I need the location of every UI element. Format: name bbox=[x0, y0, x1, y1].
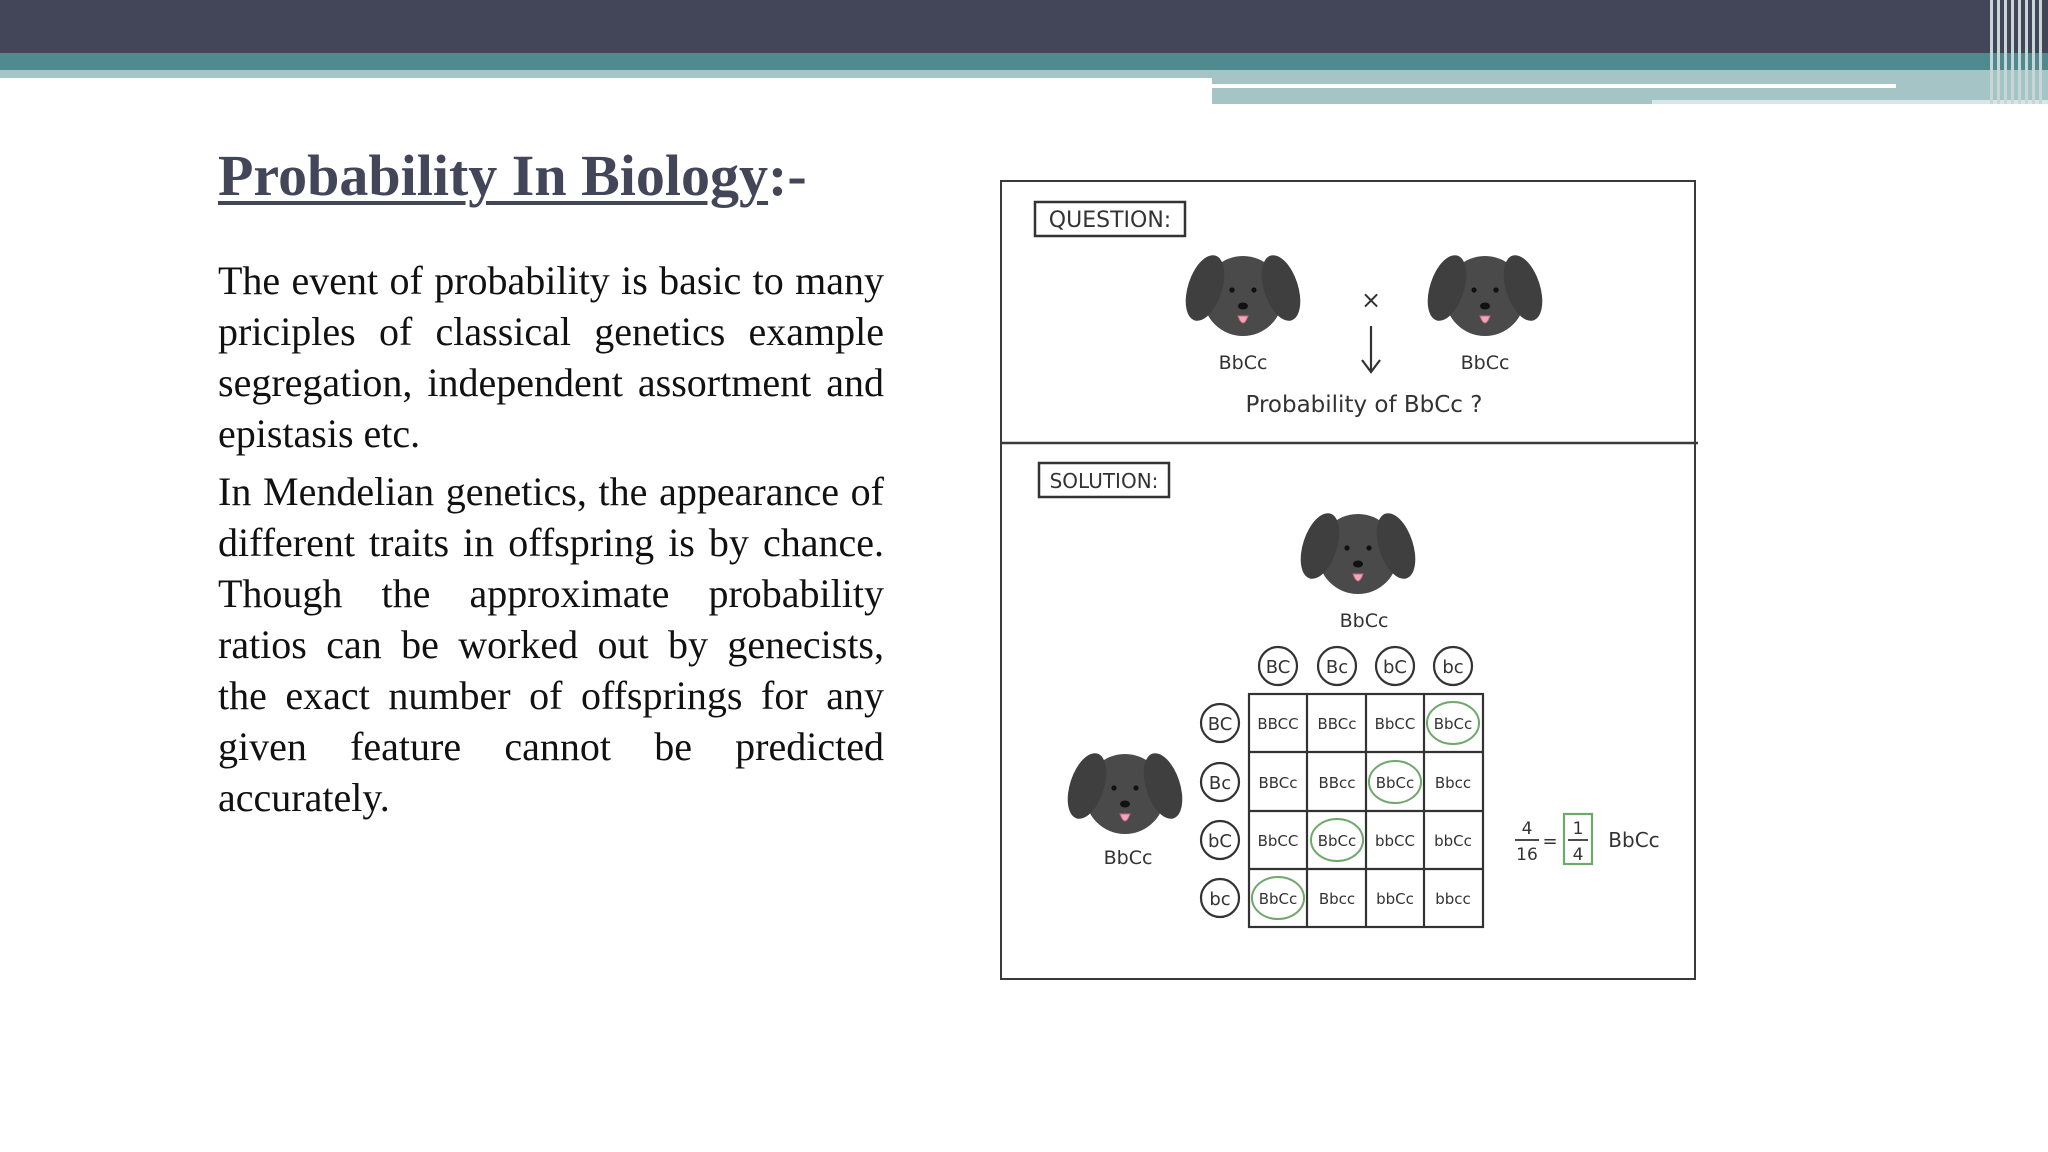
slide-title-main: Probability In Biology bbox=[218, 143, 769, 208]
result-genotype: BbCc bbox=[1608, 828, 1660, 852]
grid-cell: BbCC bbox=[1374, 715, 1416, 733]
slide-title-suffix: :- bbox=[768, 143, 807, 208]
side-gamete: Bc bbox=[1208, 773, 1232, 794]
grid-cell: bbCc bbox=[1376, 890, 1414, 908]
side-gamete: bc bbox=[1209, 889, 1231, 910]
grid-cell: BbCc bbox=[1258, 890, 1298, 908]
fraction-right-numerator: 1 bbox=[1572, 819, 1584, 839]
grid-cell: bbCc bbox=[1434, 832, 1472, 850]
parent-2-genotype: BbCc bbox=[1460, 352, 1510, 374]
side-gamete: BC bbox=[1207, 714, 1233, 735]
grid-cell: BbCc bbox=[1433, 715, 1473, 733]
solution-label: SOLUTION: bbox=[1049, 469, 1159, 493]
top-gamete: BC bbox=[1265, 657, 1291, 678]
slide-title bbox=[218, 142, 807, 209]
grid-cell: BBCc bbox=[1317, 715, 1357, 733]
grid-cell: BBCc bbox=[1258, 774, 1298, 792]
grid-cell: BbCc bbox=[1317, 832, 1357, 850]
top-parent-genotype: BbCc bbox=[1339, 610, 1389, 632]
grid-cell: Bbcc bbox=[1434, 774, 1472, 792]
equals-sign: = bbox=[1542, 831, 1558, 852]
header-band-light bbox=[0, 70, 1212, 78]
slide-body bbox=[218, 255, 884, 830]
side-gametes bbox=[1201, 704, 1239, 917]
header-ribbon-line bbox=[1212, 84, 1896, 88]
fraction-left-numerator: 4 bbox=[1521, 819, 1533, 839]
grid-cell: Bbcc bbox=[1318, 890, 1356, 908]
grid-cell: bbCC bbox=[1375, 832, 1415, 850]
probability-figure bbox=[1000, 180, 1696, 980]
grid-cell: BBcc bbox=[1318, 774, 1356, 792]
dog-side-parent-icon bbox=[1060, 748, 1189, 834]
top-gamete: bC bbox=[1383, 657, 1407, 678]
paragraph-2: In Mendelian genetics, the appearance of different traits in offspring is by chance. Though the approximate probability ratios can be worked out by genecists, the exact number of offsprings for any given feature cannot be predicted accurately. bbox=[218, 469, 884, 820]
question-label: QUESTION: bbox=[1048, 208, 1172, 233]
header-band-teal bbox=[0, 53, 2048, 70]
dog-parent-2-icon bbox=[1420, 250, 1549, 336]
cross-symbol: × bbox=[1360, 286, 1382, 314]
dog-top-parent-icon bbox=[1293, 508, 1422, 594]
paragraph-1: The event of probability is basic to many priciples of classical genetics example segregation, independent assortment and epistasis etc. bbox=[218, 258, 884, 456]
top-gamete: bc bbox=[1442, 657, 1464, 678]
side-gamete: bC bbox=[1208, 831, 1232, 852]
dog-parent-1-icon bbox=[1178, 250, 1307, 336]
question-text: Probability of BbCc ? bbox=[1245, 392, 1483, 418]
fraction-right-denominator: 4 bbox=[1572, 845, 1584, 865]
top-gametes bbox=[1259, 647, 1472, 685]
header-band-dark bbox=[0, 0, 2048, 53]
side-parent-genotype: BbCc bbox=[1103, 847, 1153, 869]
fraction-left-denominator: 16 bbox=[1516, 845, 1538, 865]
header-stripes bbox=[1986, 0, 2048, 104]
grid-cell: BbCC bbox=[1257, 832, 1299, 850]
fraction-result bbox=[1515, 814, 1660, 865]
top-gamete: Bc bbox=[1325, 657, 1349, 678]
parent-1-genotype: BbCc bbox=[1218, 352, 1268, 374]
figure-canvas bbox=[1002, 182, 1698, 982]
grid-cell: BBCC bbox=[1257, 715, 1299, 733]
grid-cell: bbcc bbox=[1435, 890, 1471, 908]
grid-cell: BbCc bbox=[1375, 774, 1415, 792]
